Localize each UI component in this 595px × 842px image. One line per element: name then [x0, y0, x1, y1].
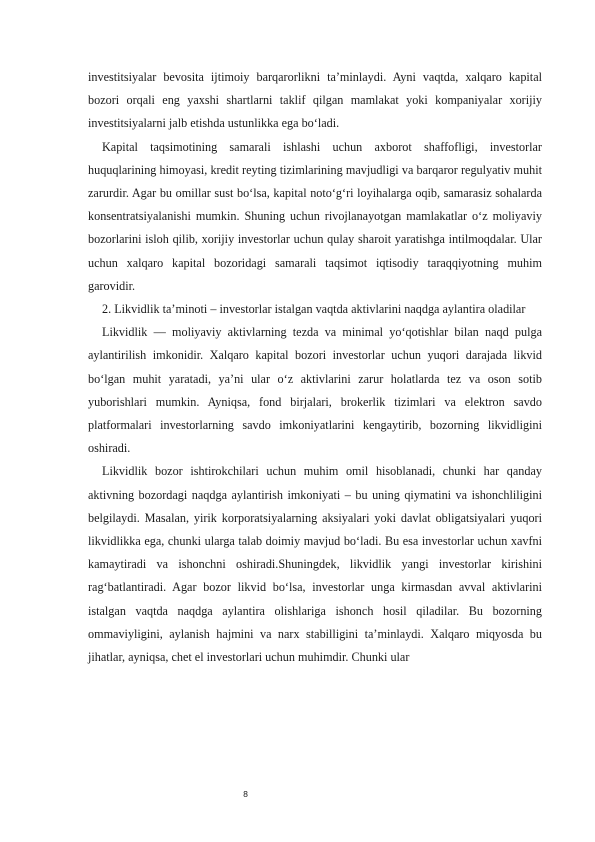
paragraph-liquidity-definition: Likvidlik — moliyaviy aktivlarning tezda va minimal yo‘qotishlar bilan naqd pulga aylantirilish imkonidir. Xalqaro kapital bozori investorlar uchun yuqori darajada likvid bo‘lgan muhit yaratadi, ya’ni ular o‘z aktivlarini zarur holatlarda tez va oson sotib yuborishlari mumkin. Ayniqsa, fond birjalari, brokerlik tizimlari va elektron savdo platformalari investorlarning savdo imkoniyatlarini kengaytirib, bozorning likvidligini oshiradi.	[88, 325, 542, 456]
paragraph-capital-allocation: Kapital taqsimotining samarali ishlashi uchun axborot shaffofligi, investorlar huquqlarining himoyasi, kredit reyting tizimlarining mavjudligi va barqaror regulyativ muhit zarurdir. Agar bu omillar sust bo‘lsa, kapital noto‘g‘ri loyihalarga oqib, samarasiz sohalarda konsentratsiyalanishi mumkin. Shuning uchun rivojlanayotgan mamlakatlar o‘z moliyaviy bozorlarini isloh qilib, xorijiy investorlar uchun qulay sharoit yaratishga intilmoqdalar. Ular uchun xalqaro kapital bozoridagi samarali taqsimot iqtisodiy taraqqiyotning muhim garovidir.	[88, 139, 542, 293]
document-page	[88, 66, 542, 669]
page-number: 8	[243, 790, 249, 799]
section-heading-liquidity: 2. Likvidlik ta’minoti – investorlar istalgan vaqtda aktivlarini naqdga aylantira oladilar	[102, 302, 526, 317]
paragraph-continuation: investitsiyalar bevosita ijtimoiy barqarorlikni ta’minlaydi. Ayni vaqtda, xalqaro kapital bozori orqali eng yaxshi shartlarni taklif qilgan mamlakat yoki kompaniyalar xorijiy investitsiyalarni jalb etishda ustunlikka ega bo‘ladi.	[88, 70, 542, 131]
paragraph-liquidity-importance: Likvidlik bozor ishtirokchilari uchun muhim omil hisoblanadi, chunki har qanday aktivning bozordagi naqdga aylantirish imkoniyati – bu uning qiymatini va ishonchliligini belgilaydi. Masalan, yirik korporatsiyalarning aksiyalari yoki davlat obligatsiyalari yuqori likvidlikka ega, chunki ularga talab doimiy mavjud bo‘ladi. Bu esa investorlar uchun xavfni kamaytiradi va ishonchni oshiradi.Shuningdek, likvidlik yangi investorlar kirishini rag‘batlantiradi. Agar bozor likvid bo‘lsa, investorlar unga kirmasdan avval aktivlarini istalgan vaqtda naqdga aylantira olishlariga ishonch hosil qiladilar. Bu bozorning ommaviyligini, aylanish hajmini va narx stabilligini ta’minlaydi. Xalqaro miqyosda bu jihatlar, ayniqsa, chet el investorlari uchun muhimdir. Chunki ular	[88, 464, 542, 665]
